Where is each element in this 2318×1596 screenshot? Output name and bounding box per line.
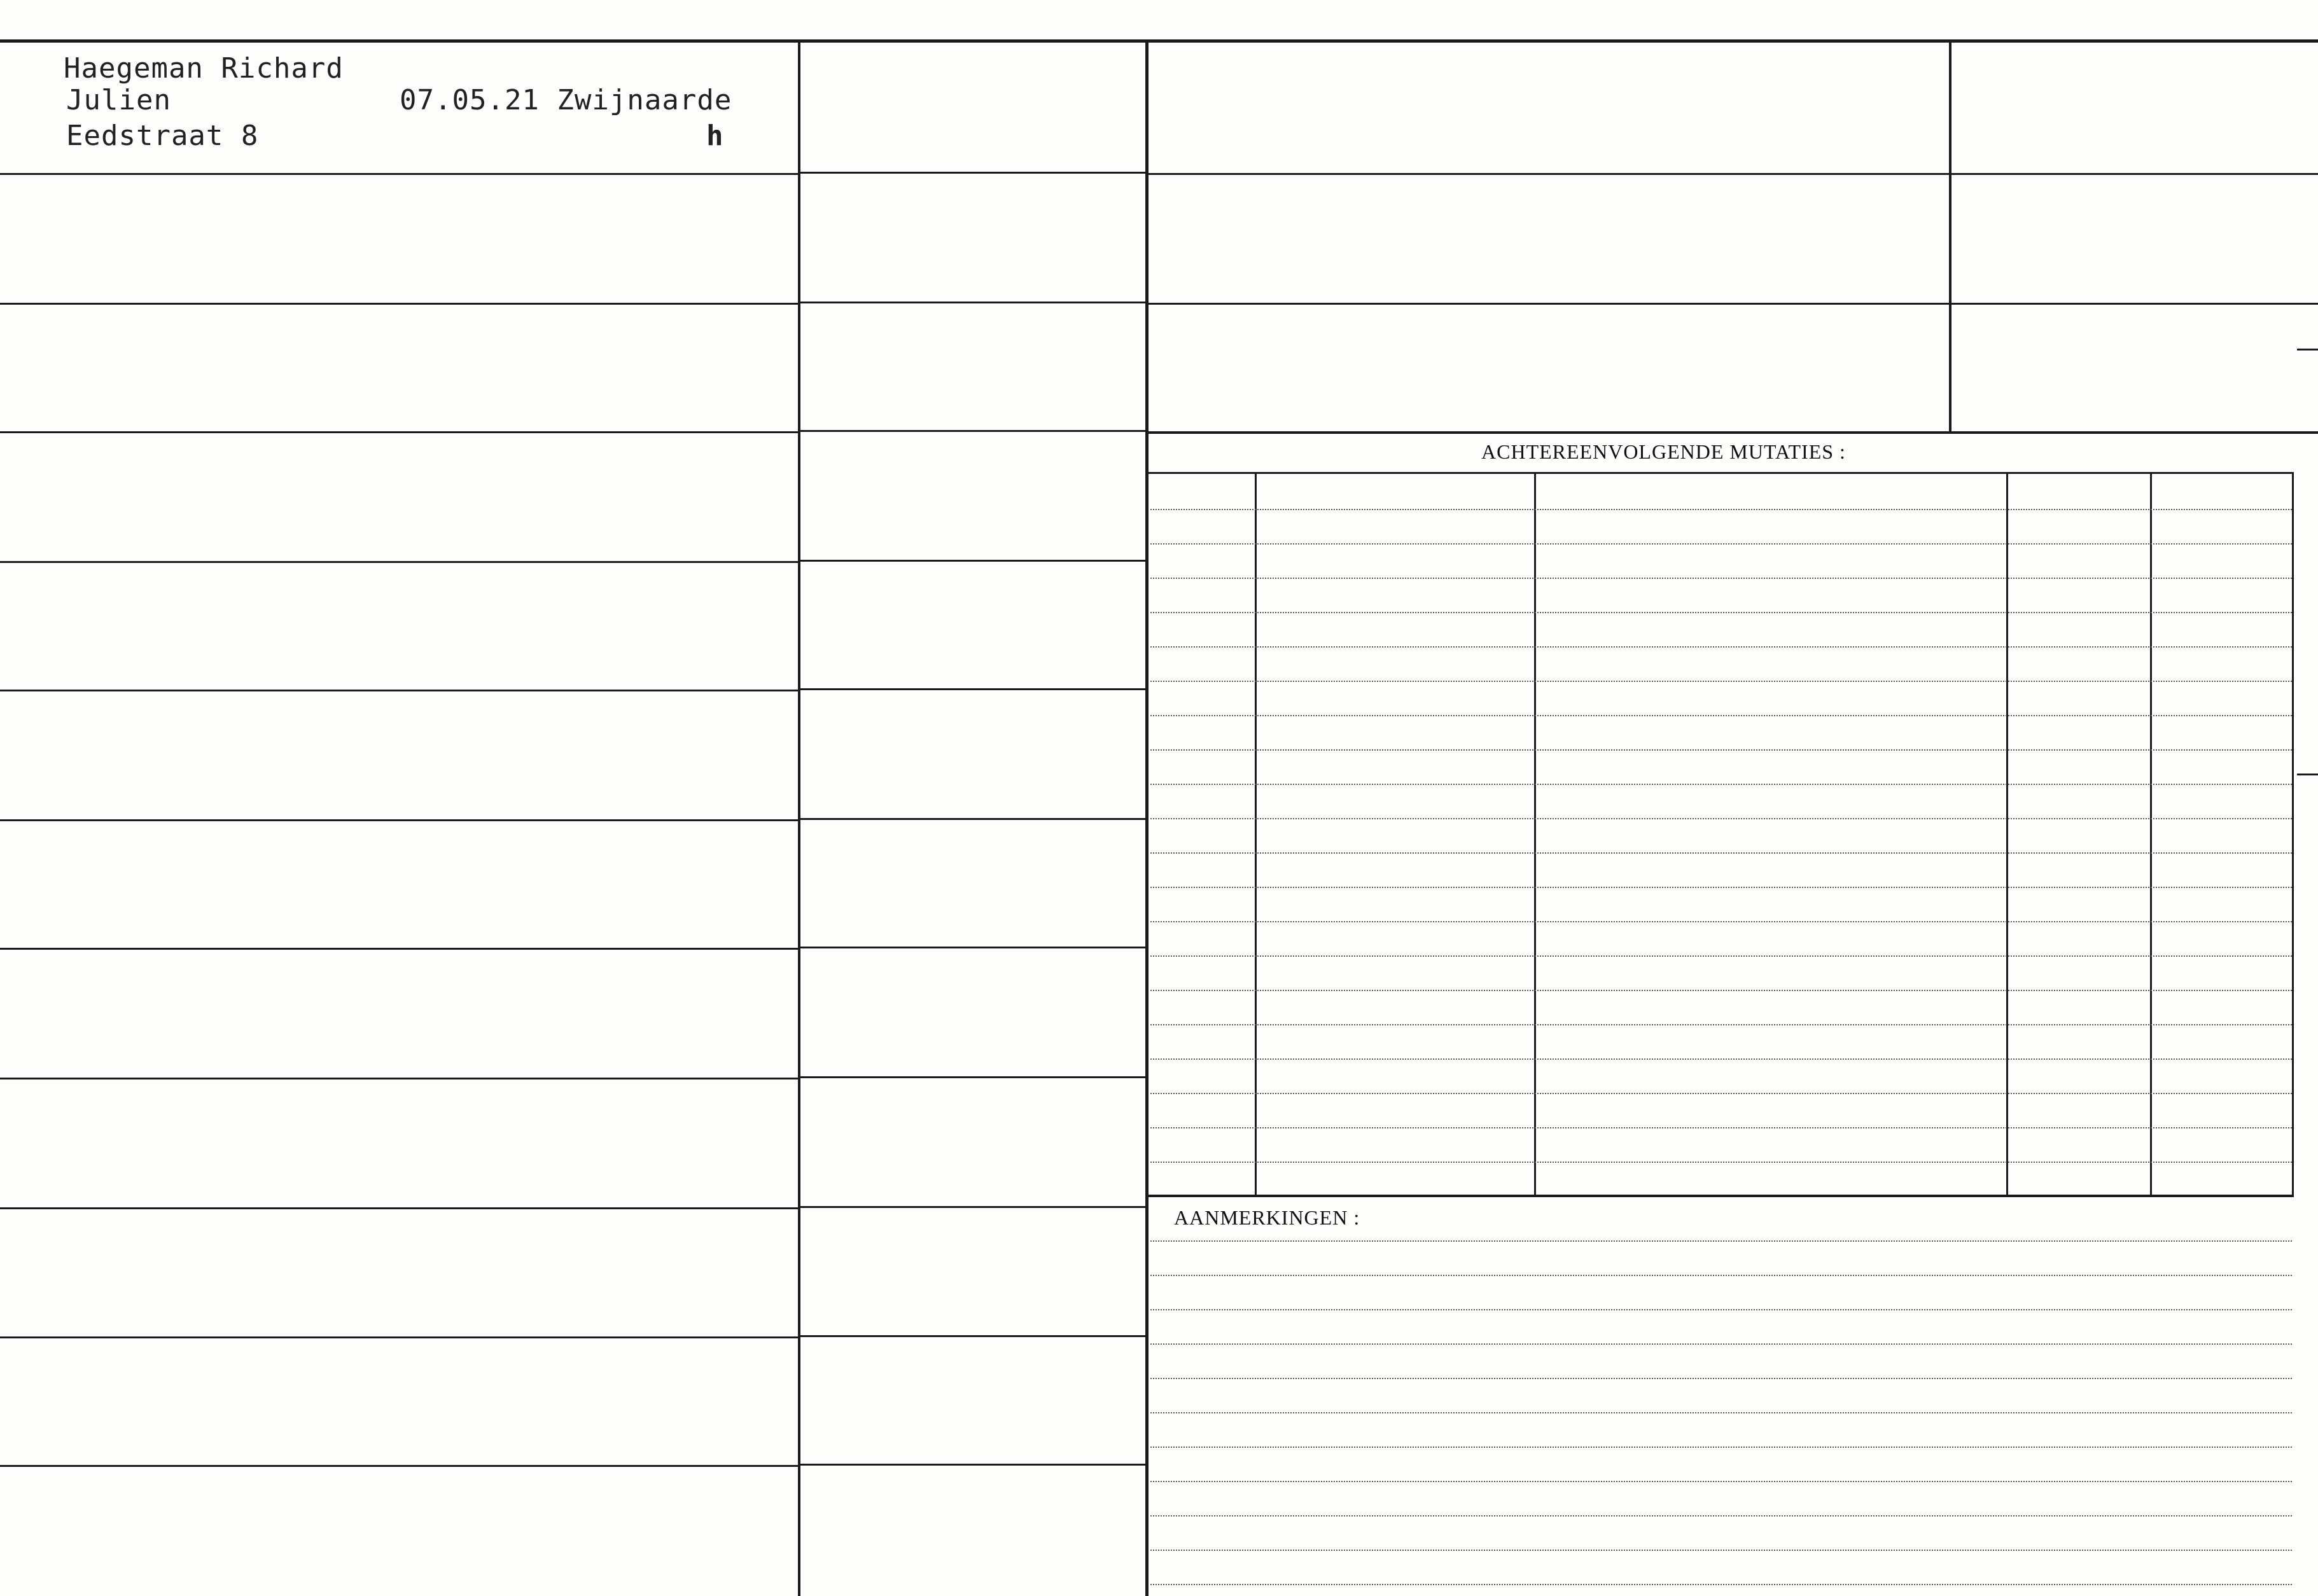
right-row-line: [1147, 173, 2318, 175]
mutations-row: [1150, 1162, 2292, 1163]
left-row-line: [0, 948, 798, 950]
edge-tick: [2297, 774, 2318, 775]
left-row-line: [0, 1465, 798, 1467]
mutations-col-line: [2006, 473, 2008, 1196]
mutations-row: [1150, 1058, 2292, 1060]
mutations-row: [1150, 749, 2292, 751]
divider-right-col: [1949, 41, 1951, 432]
mutations-row: [1150, 921, 2292, 922]
mutations-col-line: [1255, 473, 1257, 1196]
mutations-col-line: [2292, 473, 2294, 1196]
left-row-line: [0, 431, 798, 433]
middle-row-line: [800, 818, 1145, 820]
remarks-row: [1150, 1240, 2292, 1242]
middle-row-line: [800, 1464, 1145, 1466]
mutations-row: [1150, 852, 2292, 854]
right-row-line: [1147, 431, 2318, 434]
person-birth-info: 07.05.21 Zwijnaarde: [400, 84, 732, 116]
person-street: Eedstraat 8: [66, 120, 259, 152]
mutations-row: [1150, 955, 2292, 957]
middle-row-line: [800, 560, 1145, 562]
middle-row-line: [800, 430, 1145, 432]
mutations-row: [1150, 1127, 2292, 1128]
remarks-row: [1150, 1275, 2292, 1276]
middle-row-line: [800, 1335, 1145, 1337]
left-row-line: [0, 819, 798, 821]
mutations-row: [1150, 646, 2292, 648]
middle-row-line: [800, 947, 1145, 948]
mutations-col-line: [2150, 473, 2152, 1196]
remarks-row: [1150, 1515, 2292, 1516]
left-row-line: [0, 173, 798, 175]
left-row-line: [0, 690, 798, 691]
remarks-row: [1150, 1412, 2292, 1413]
mutations-row: [1150, 1093, 2292, 1094]
middle-row-line: [800, 172, 1145, 174]
mutations-row: [1150, 1024, 2292, 1025]
mutations-row: [1150, 509, 2292, 510]
divider-center: [1145, 41, 1149, 1596]
middle-row-line: [800, 688, 1145, 690]
person-first-name: Julien: [66, 84, 171, 116]
left-row-line: [0, 1207, 798, 1209]
mutations-row: [1150, 715, 2292, 716]
right-row-line: [1147, 303, 2318, 305]
remarks-title: AANMERKINGEN :: [1174, 1206, 1360, 1229]
mutations-row: [1150, 681, 2292, 682]
mutations-row: [1150, 543, 2292, 545]
middle-row-line: [800, 302, 1145, 303]
remarks-row: [1150, 1309, 2292, 1310]
left-row-line: [0, 1078, 798, 1079]
middle-row-line: [800, 1206, 1145, 1208]
mutations-grid-top: [1149, 472, 2294, 474]
remarks-row: [1150, 1481, 2292, 1482]
middle-row-line: [800, 1076, 1145, 1078]
remarks-row: [1150, 1447, 2292, 1448]
left-row-line: [0, 561, 798, 563]
mutations-row: [1150, 990, 2292, 991]
mutations-title: ACHTEREENVOLGENDE MUTATIES :: [1481, 440, 1846, 463]
remarks-row: [1150, 1550, 2292, 1551]
mutations-grid-bottom: [1149, 1195, 2294, 1197]
mutations-col-line: [1534, 473, 1536, 1196]
top-border: [0, 39, 2318, 43]
person-name: Haegeman Richard: [64, 52, 344, 85]
left-row-line: [0, 303, 798, 305]
mutations-row: [1150, 612, 2292, 613]
mutations-row: [1150, 887, 2292, 888]
mutations-row: [1150, 784, 2292, 785]
mutations-row: [1150, 578, 2292, 579]
remarks-row: [1150, 1343, 2292, 1345]
remarks-row: [1150, 1584, 2292, 1585]
person-mark: h: [706, 120, 724, 152]
mutations-row: [1150, 818, 2292, 819]
edge-tick: [2297, 349, 2318, 350]
remarks-row: [1150, 1378, 2292, 1379]
left-row-line: [0, 1336, 798, 1338]
